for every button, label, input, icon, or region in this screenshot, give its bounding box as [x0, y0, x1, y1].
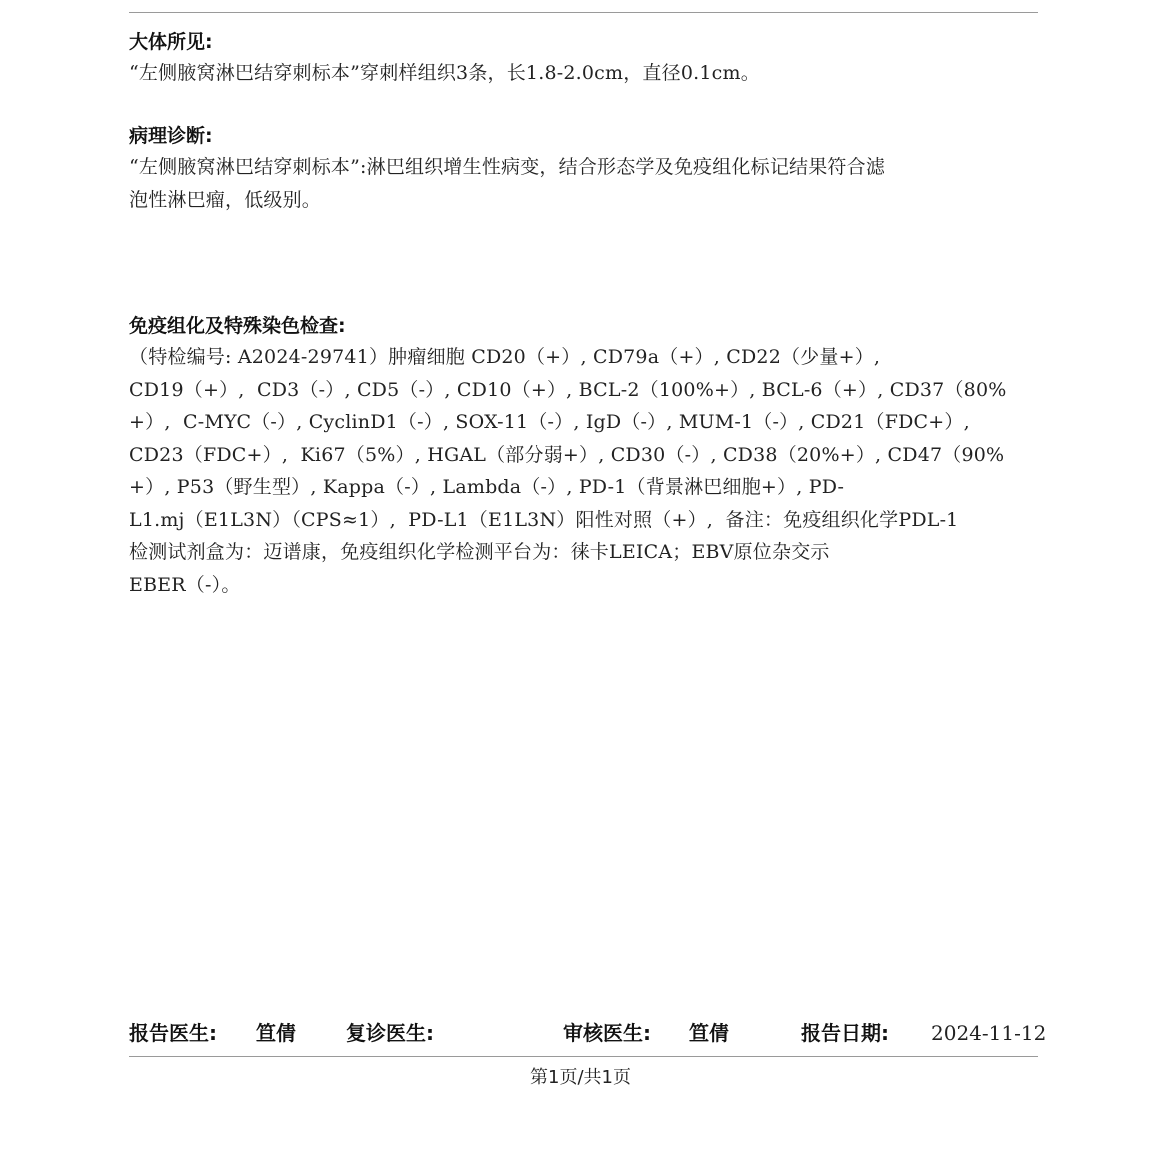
ihc-heading: 免疫组化及特殊染色检查: [129, 315, 346, 337]
report-doctor-name: 笪倩 [256, 1021, 296, 1045]
ihc-line: （特检编号: A2024-29741）肿瘤细胞 CD20（+）, CD79a（+）, CD22（少量+）, [129, 346, 881, 368]
ihc-line: 检测试剂盒为：迈谱康，免疫组织化学检测平台为：徕卡LEICA；EBV原位杂交示 [129, 541, 830, 563]
ihc-line: +）, P53（野生型）, Kappa（-）, Lambda（-）, PD-1（背景淋巴细胞+）, PD- [129, 476, 845, 498]
report-doctor-label: 报告医生: [129, 1021, 217, 1045]
diagnosis-heading: 病理诊断: [129, 125, 213, 147]
signature-row [129, 1020, 1047, 1048]
review-doctor-name: 笪倩 [689, 1021, 729, 1045]
gross-findings-heading: 大体所见: [129, 31, 213, 53]
report-date-label: 报告日期: [801, 1021, 889, 1045]
ihc-line: CD19（+）, CD3（-）, CD5（-）, CD10（+）, BCL-2（100%+）, BCL-6（+）, CD37（80% [129, 378, 1007, 401]
report-date-value: 2024-11-12 [931, 1021, 1047, 1045]
top-divider [129, 12, 1038, 13]
page-number: 第1页/共1页 [530, 1067, 631, 1088]
diagnosis-text [129, 151, 1041, 216]
recheck-doctor-label: 复诊医生: [346, 1021, 434, 1045]
gross-findings-text: “左侧腋窝淋巴结穿刺标本”穿刺样组织3条，长1.8-2.0cm，直径0.1cm。 [129, 62, 760, 84]
ihc-line: EBER（-）。 [129, 573, 241, 596]
diagnosis-line: “左侧腋窝淋巴结穿刺标本”:淋巴组织增生性病变，结合形态学及免疫组化标记结果符合滤 [129, 156, 886, 178]
ihc-line: CD23（FDC+）, Ki67（5%）, HGAL（部分弱+）, CD30（-）, CD38（20%+）, CD47（90% [129, 443, 1005, 466]
ihc-text [129, 341, 1041, 601]
ihc-line: +）, C-MYC（-）, CyclinD1（-）, SOX-11（-）, IgD（-）, MUM-1（-）, CD21（FDC+）, [129, 411, 970, 433]
review-doctor-label: 审核医生: [563, 1021, 651, 1045]
bottom-divider [129, 1056, 1038, 1057]
ihc-line: L1.mj（E1L3N）（CPS≈1）, PD-L1（E1L3N）阳性对照（+）, 备注：免疫组织化学PDL-1 [129, 508, 959, 531]
diagnosis-line: 泡性淋巴瘤，低级别。 [129, 188, 322, 211]
